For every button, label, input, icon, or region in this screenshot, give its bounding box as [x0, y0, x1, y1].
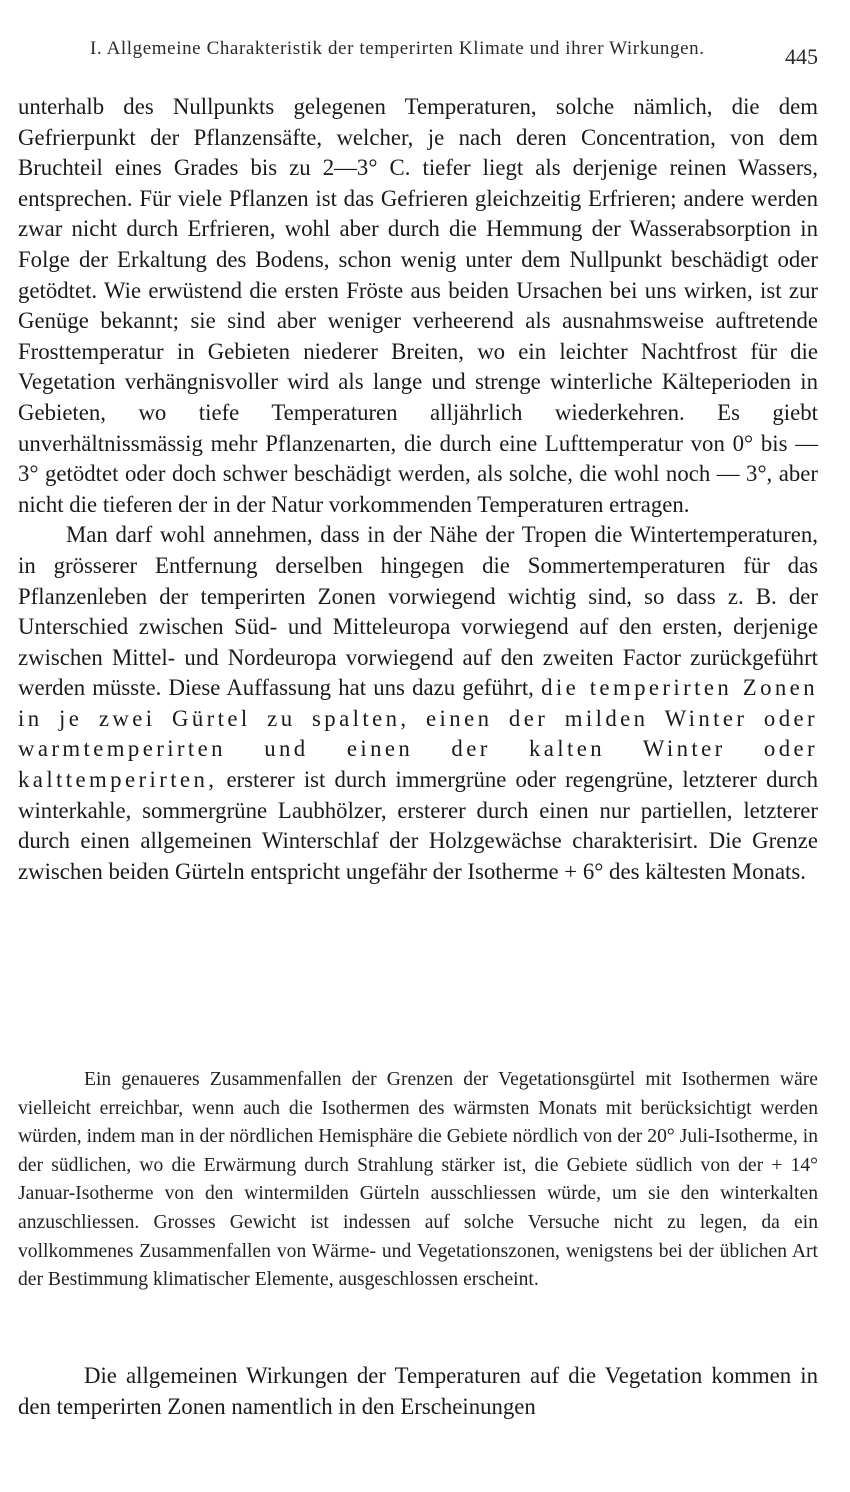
running-header: [90, 34, 820, 74]
closing-text: [18, 1360, 818, 1422]
paragraph-2-emphasis: die temperirten Zonen in je zwei Gürtel zu spalten, einen der milden Winter oder warmtemperirten und einen der kalten Winter oder kalttemperirten,: [18, 675, 818, 793]
paragraph-2: [18, 520, 818, 887]
closing-paragraph: Die allgemeinen Wirkungen der Temperaturen auf die Vegetation kommen in den temperirten Zonen namentlich in den Erscheinungen: [18, 1363, 818, 1419]
paragraph-2-part-2: ersterer ist durch immergrüne oder regengrüne, letzterer durch winterkahle, sommergrüne Laubhölzer, ersterer durch einen nur partiellen, letzterer durch einen allgemeinen Winterschlaf der Holzgewächse charakterisirt. Die Grenze zwischen beiden Gürteln entspricht ungefähr der Isotherme + 6° des kältesten Monats.: [18, 767, 818, 884]
main-text: [18, 92, 818, 887]
page-number: 445: [785, 44, 818, 69]
note-paragraph: Ein genaueres Zusammenfallen der Grenzen der Vegetationsgürtel mit Isothermen wäre vielleicht erreichbar, wenn auch die Isothermen des wärmsten Monats mit berücksichtigt werden würden, indem man in der nördlichen Hemisphäre die Gebiete nördlich von der 20° Juli-Isotherme, in der südlichen, wo die Erwärmung durch Strahlung stärker ist, die Gebiete südlich von der + 14° Januar-Isotherme von den wintermilden Gürteln ausschliessen würde, um sie den winterkalten anzuschliessen. Grosses Gewicht ist indessen auf solche Versuche nicht zu legen, da ein vollkommenes Zusammenfallen von Wärme- und Vegetationszonen, wenigstens bei der üblichen Art der Bestimmung klimatischer Elemente, ausgeschlossen erscheint.: [18, 1069, 818, 1291]
running-head-title: I. Allgemeine Charakteristik der temperirten Klimate und ihrer Wirkungen.: [90, 38, 705, 59]
paragraph-2-part-1: Man darf wohl annehmen, dass in der Nähe der Tropen die Wintertemperaturen, in grösserer Entfernung derselben hingegen die Sommertemperaturen für das Pflanzenleben der temperirten Zonen vorwiegend wichtig sind, so dass z. B. der Unterschied zwischen Süd- und Mitteleuropa vorwiegend auf den ersten, derjenige zwischen Mittel- und Nordeuropa vorwiegend auf den zweiten Factor zurückgeführt werden müsste. Diese Auffassung hat uns dazu geführt,: [18, 522, 818, 701]
small-print-note: [18, 1066, 818, 1295]
paragraph-1: unterhalb des Nullpunkts gelegenen Temperaturen, solche nämlich, die dem Gefrierpunkt der Pflanzensäfte, welcher, je nach deren Concentration, von dem Bruchteil eines Grades bis zu 2—3° C. tiefer liegt als derjenige reinen Wassers, entsprechen. Für viele Pflanzen ist das Gefrieren gleichzeitig Erfrieren; andere werden zwar nicht durch Erfrieren, wohl aber durch die Hemmung der Wasserabsorption in Folge der Erkaltung des Bodens, schon wenig unter dem Nullpunkt beschädigt oder getödtet. Wie erwüstend die ersten Fröste aus beiden Ursachen bei uns wirken, ist zur Genüge bekannt; sie sind aber weniger verheerend als ausnahmsweise auftretende Frosttemperatur in Gebieten niederer Breiten, wo ein leichter Nachtfrost für die Vegetation verhängnisvoller wird als lange und strenge winterliche Kälteperioden in Gebieten, wo tiefe Temperaturen alljährlich wiederkehren. Es giebt unverhältnissmässig mehr Pflanzenarten, die durch eine Lufttemperatur von 0° bis — 3° getödtet oder doch schwer beschädigt werden, als solche, die wohl noch — 3°, aber nicht die tieferen der in der Natur vorkommenden Temperaturen ertragen.: [18, 94, 818, 517]
